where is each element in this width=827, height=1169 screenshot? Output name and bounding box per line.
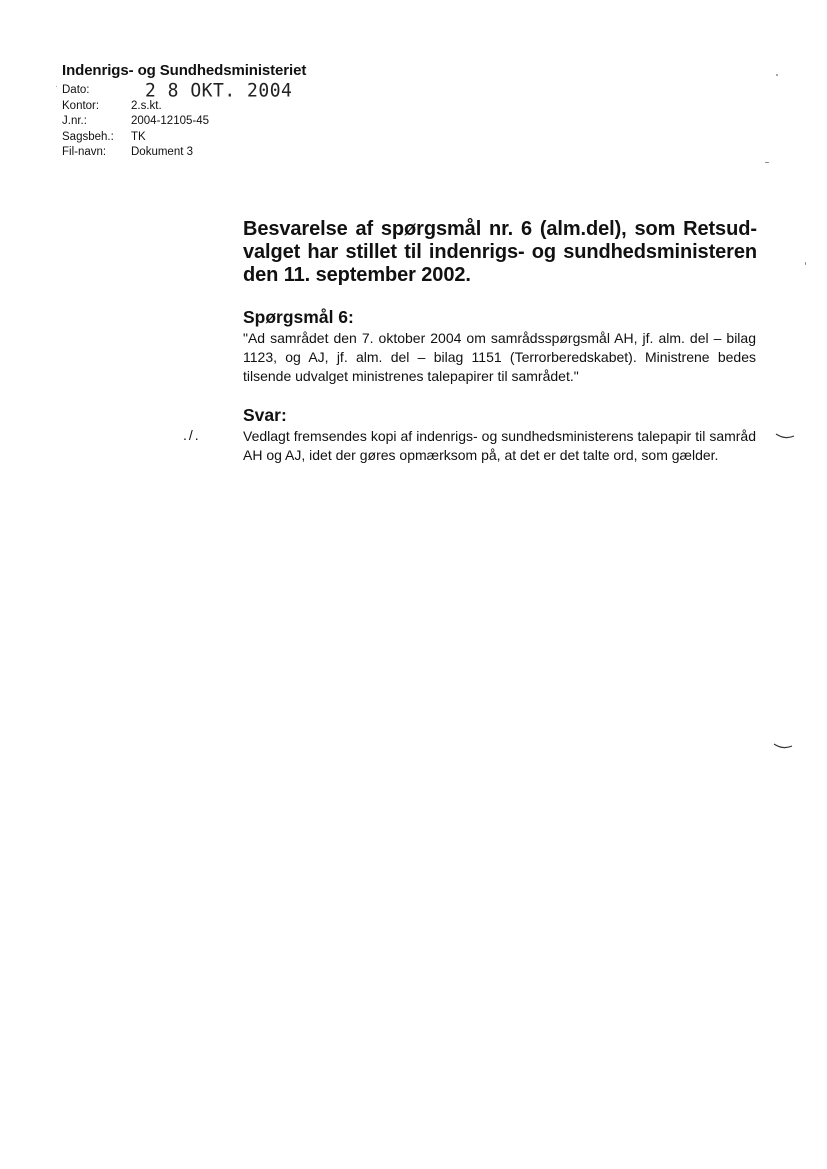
scan-artifact-dot <box>56 86 57 87</box>
scan-artifact-mark <box>773 742 793 750</box>
date-stamp: 2 8 OKT. 2004 <box>145 79 293 102</box>
meta-value: 2004-12105-45 <box>131 115 210 127</box>
ministry-name: Indenrigs- og Sundhedsministeriet <box>62 62 307 79</box>
answer-heading: Svar: <box>243 405 287 425</box>
meta-label: Fil-navn: <box>62 146 107 158</box>
scan-artifact-dot <box>805 262 806 265</box>
meta-row-journal <box>62 114 209 130</box>
meta-label: J.nr.: <box>62 115 87 127</box>
meta-value: 2.s.kt. <box>131 99 162 112</box>
meta-label: Sagsbeh.: <box>62 130 114 143</box>
scan-artifact-mark <box>775 432 795 440</box>
meta-row-caseworker <box>62 130 209 146</box>
meta-value: TK <box>131 130 146 143</box>
meta-value: Dokument 3 <box>131 146 194 158</box>
scan-artifact-dot <box>765 162 769 163</box>
scan-artifact-dot <box>776 74 778 76</box>
answer-text: Vedlagt fremsendes kopi af indenrigs- og sundhedsministerens talepapir til samråd AH og AJ, idet der gøres opmærksom på, at det er det talte ord, som gælder. <box>243 428 756 463</box>
meta-label: Dato: <box>62 84 90 96</box>
enclosure-mark: ./. <box>183 427 201 443</box>
question-text: "Ad samrådet den 7. oktober 2004 om samrådsspørgsmål AH, jf. alm. del – bilag 1123, og AJ, jf. alm. del – bilag 1151 (Terrorberedskabet). Ministrene bedes tilsende udvalget ministrenes talepapirer til samrådet." <box>243 330 756 384</box>
meta-row-filename <box>62 145 209 161</box>
meta-label: Kontor: <box>62 99 100 112</box>
document-title: Besvarelse af spørgsmål nr. 6 (alm.del), som Retsudvalget har stillet til indenrigs- og sundhedsministeren den 11. september 2002. <box>243 218 757 286</box>
question-heading: Spørgsmål 6: <box>243 307 354 327</box>
